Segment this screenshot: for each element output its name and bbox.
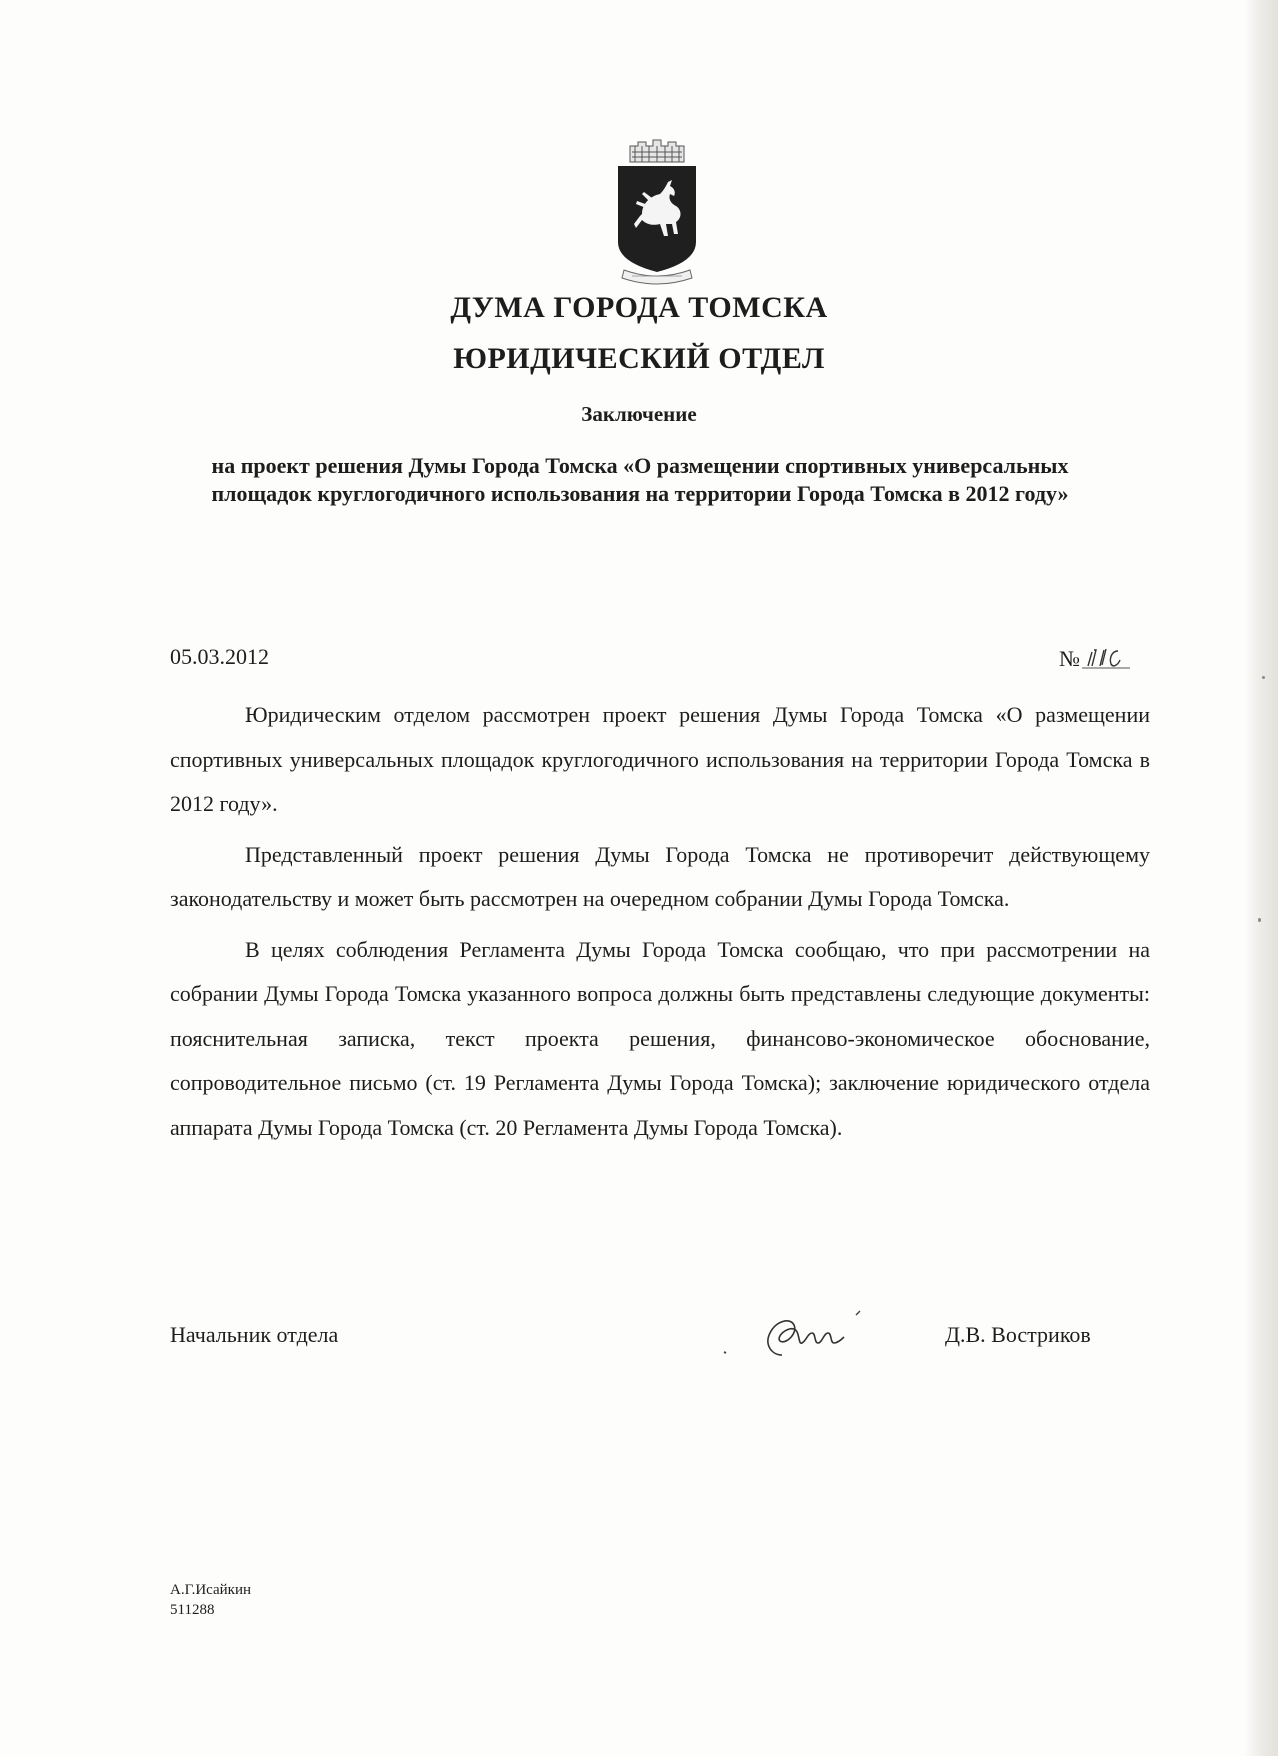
signer-position: Начальник отдела bbox=[170, 1322, 339, 1347]
body-paragraph: Представленный проект решения Думы Города Томска не противоречит действующему законодательству и может быть рассмотрен на очередном собрании Думы Города Томска. bbox=[170, 841, 1150, 911]
document-type: Заключение bbox=[581, 402, 697, 426]
handwritten-signature-icon bbox=[720, 1305, 870, 1365]
scan-edge-shadow bbox=[1244, 0, 1278, 1756]
number-label: № bbox=[1059, 646, 1080, 671]
tomsk-coat-of-arms-icon bbox=[602, 132, 712, 287]
organization-title: ДУМА ГОРОДА ТОМСКА bbox=[450, 291, 828, 324]
executor-block bbox=[170, 1580, 251, 1620]
document-body bbox=[170, 693, 1150, 1156]
executor-name: А.Г.Исайкин bbox=[170, 1582, 252, 1598]
document-number bbox=[1059, 644, 1132, 672]
executor-phone: 511288 bbox=[170, 1602, 215, 1618]
document-date: 05.03.2012 bbox=[170, 644, 269, 669]
document-subject: на проект решения Думы Города Томска «О размещении спортивных универсальных площадок круглогодичного использования на территории Города Томска в 2012 году» bbox=[211, 453, 1069, 506]
body-paragraph: В целях соблюдения Регламента Думы Города Томска сообщаю, что при рассмотрении на собрании Думы Города Томска указанного вопроса должны быть представлены следующие документы: пояснительная записка, текст проекта решения, финансово-экономическое обоснование, сопроводительное письмо (ст. 19 Регламента Думы Города Томска); заключение юридического отдела аппарата Думы Города Томска (ст. 20 Регламента Думы Города Томска). bbox=[170, 936, 1150, 1140]
scan-speck bbox=[1262, 676, 1265, 679]
handwritten-number bbox=[1080, 644, 1132, 672]
scan-speck bbox=[1258, 918, 1261, 922]
department-title: ЮРИДИЧЕСКИЙ ОТДЕЛ bbox=[453, 342, 825, 375]
body-paragraph: Юридическим отделом рассмотрен проект решения Думы Города Томска «О размещении спортивных универсальных площадок круглогодичного использования на территории Города Томска в 2012 году». bbox=[170, 702, 1150, 816]
signer-name: Д.В. Востриков bbox=[945, 1322, 1091, 1347]
